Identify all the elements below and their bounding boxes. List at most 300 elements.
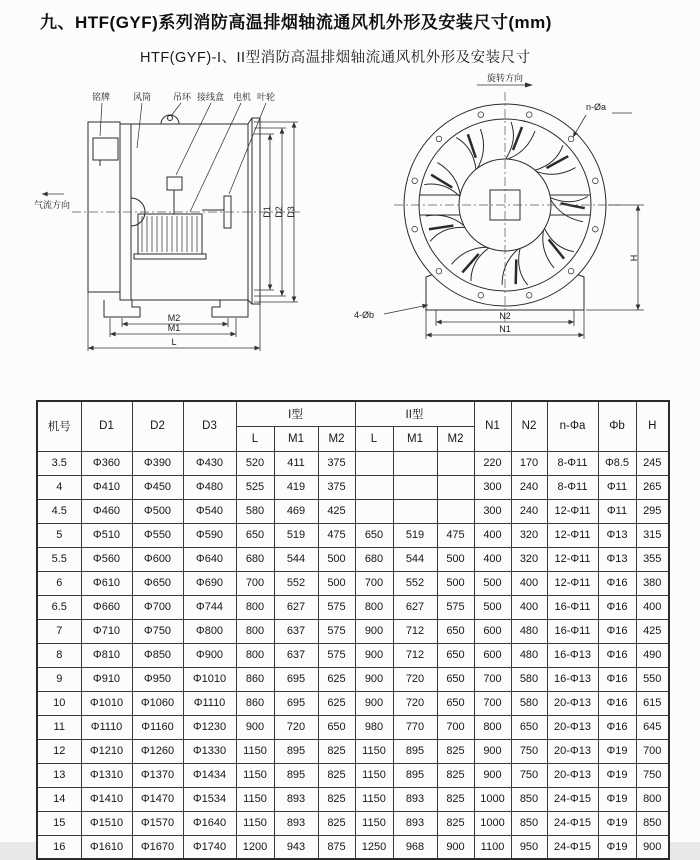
table-cell: 893: [393, 787, 437, 811]
table-cell: Φ16: [598, 643, 636, 667]
table-cell: 650: [437, 667, 474, 691]
table-cell: Φ1510: [81, 811, 132, 835]
table-cell: 1150: [355, 739, 393, 763]
table-cell: [437, 451, 474, 475]
table-cell: Φ1434: [183, 763, 236, 787]
airflow-label: 气流方向: [34, 200, 71, 210]
table-cell: 770: [393, 715, 437, 739]
table-cell: 700: [636, 739, 669, 763]
table-cell: 400: [511, 571, 547, 595]
table-cell: Φ19: [598, 835, 636, 859]
table-cell: Φ360: [81, 451, 132, 475]
table-cell: Φ910: [81, 667, 132, 691]
table-cell: 1150: [236, 811, 274, 835]
table-cell: Φ1330: [183, 739, 236, 763]
table-cell: 240: [511, 475, 547, 499]
side-view-geometry: [88, 115, 260, 317]
table-cell: 575: [318, 595, 355, 619]
table-cell: Φ1570: [132, 811, 183, 835]
table-cell: Φ19: [598, 811, 636, 835]
col-header-type2-m1: M1: [393, 426, 437, 451]
table-cell: 8-Φ11: [547, 451, 598, 475]
part-label-junction-box: 接线盒: [197, 92, 225, 102]
table-cell: 825: [437, 787, 474, 811]
table-cell: Φ19: [598, 739, 636, 763]
table-cell: 12-Φ11: [547, 523, 598, 547]
table-cell: [437, 499, 474, 523]
table-cell: 6.5: [37, 595, 81, 619]
table-cell: 245: [636, 451, 669, 475]
table-cell: 800: [236, 595, 274, 619]
table-cell: 895: [393, 739, 437, 763]
table-cell: Φ11: [598, 499, 636, 523]
table-cell: Φ500: [132, 499, 183, 523]
col-header-d2: D2: [132, 401, 183, 451]
table-cell: 552: [393, 571, 437, 595]
table-cell: 20-Φ13: [547, 715, 598, 739]
figure-caption: HTF(GYF)-I、II型消防高温排烟轴流通风机外形及安装尺寸: [140, 50, 531, 66]
table-cell: [437, 475, 474, 499]
col-header-n2: N2: [511, 401, 547, 451]
airflow-direction: [34, 194, 70, 210]
table-cell: Φ690: [183, 571, 236, 595]
table-row: [37, 739, 669, 763]
dim-label-n2: N2: [499, 311, 511, 321]
dim-label-l: L: [171, 337, 177, 347]
table-cell: 800: [474, 715, 511, 739]
table-cell: 1100: [474, 835, 511, 859]
table-cell: 265: [636, 475, 669, 499]
table-cell: Φ560: [81, 547, 132, 571]
table-cell: Φ13: [598, 547, 636, 571]
table-cell: 16-Φ13: [547, 667, 598, 691]
table-cell: Φ1110: [81, 715, 132, 739]
table-cell: 695: [274, 691, 318, 715]
table-cell: 625: [318, 667, 355, 691]
table-cell: 950: [511, 835, 547, 859]
table-cell: Φ1740: [183, 835, 236, 859]
table-cell: Φ550: [132, 523, 183, 547]
table-cell: [355, 475, 393, 499]
table-cell: 893: [393, 811, 437, 835]
table-cell: 637: [274, 619, 318, 643]
table-cell: 425: [636, 619, 669, 643]
part-label-impeller: 叶轮: [257, 92, 276, 102]
table-cell: 5: [37, 523, 81, 547]
table-cell: 320: [511, 547, 547, 571]
table-cell: Φ410: [81, 475, 132, 499]
table-cell: Φ800: [183, 619, 236, 643]
table-cell: Φ16: [598, 595, 636, 619]
table-cell: 700: [236, 571, 274, 595]
table-cell: 800: [636, 787, 669, 811]
spec-table-body: [37, 451, 669, 859]
table-cell: 900: [474, 739, 511, 763]
table-cell: Φ1230: [183, 715, 236, 739]
table-row: [37, 547, 669, 571]
table-cell: 627: [393, 595, 437, 619]
table-cell: 519: [274, 523, 318, 547]
table-cell: 4: [37, 475, 81, 499]
table-cell: Φ1010: [81, 691, 132, 715]
technical-drawing: [0, 70, 700, 400]
table-cell: Φ430: [183, 451, 236, 475]
table-cell: 1150: [355, 763, 393, 787]
fan-side-view-drawing: [30, 78, 342, 370]
table-cell: 375: [318, 475, 355, 499]
table-cell: 700: [437, 715, 474, 739]
table-cell: 7: [37, 619, 81, 643]
table-cell: 240: [511, 499, 547, 523]
dim-label-h: H: [629, 254, 639, 262]
table-cell: 650: [437, 619, 474, 643]
table-cell: 170: [511, 451, 547, 475]
table-cell: 900: [355, 667, 393, 691]
table-row: [37, 691, 669, 715]
col-header-type2-l: L: [355, 426, 393, 451]
table-cell: 645: [636, 715, 669, 739]
table-cell: 520: [236, 451, 274, 475]
table-cell: Φ1260: [132, 739, 183, 763]
table-cell: Φ900: [183, 643, 236, 667]
table-cell: Φ750: [132, 619, 183, 643]
table-cell: 315: [636, 523, 669, 547]
table-cell: [393, 451, 437, 475]
dim-label-d1: D1: [262, 206, 272, 218]
table-cell: 24-Φ15: [547, 811, 598, 835]
table-cell: 750: [511, 763, 547, 787]
table-cell: 380: [636, 571, 669, 595]
table-cell: Φ1060: [132, 691, 183, 715]
table-cell: 500: [437, 571, 474, 595]
dim-label-d3: D3: [286, 206, 296, 218]
table-cell: 24-Φ15: [547, 835, 598, 859]
table-cell: 490: [636, 643, 669, 667]
table-cell: Φ460: [81, 499, 132, 523]
col-header-type1-m2: M2: [318, 426, 355, 451]
table-cell: 1150: [236, 787, 274, 811]
table-cell: 580: [511, 691, 547, 715]
leader-lines: [100, 103, 266, 212]
table-cell: 825: [437, 811, 474, 835]
dim-label-d2: D2: [274, 206, 284, 218]
table-cell: 800: [355, 595, 393, 619]
table-cell: [355, 451, 393, 475]
table-row: [37, 835, 669, 859]
table-cell: Φ610: [81, 571, 132, 595]
table-cell: 16-Φ13: [547, 643, 598, 667]
table-cell: 1150: [236, 763, 274, 787]
table-cell: Φ640: [183, 547, 236, 571]
table-cell: 825: [318, 763, 355, 787]
table-cell: Φ1010: [183, 667, 236, 691]
table-cell: 1200: [236, 835, 274, 859]
table-cell: 11: [37, 715, 81, 739]
table-cell: Φ13: [598, 523, 636, 547]
table-cell: 712: [393, 619, 437, 643]
table-cell: Φ1410: [81, 787, 132, 811]
table-cell: 5.5: [37, 547, 81, 571]
table-cell: 700: [474, 691, 511, 715]
table-cell: 12: [37, 739, 81, 763]
table-cell: 650: [437, 643, 474, 667]
table-header: [37, 401, 669, 451]
table-cell: Φ480: [183, 475, 236, 499]
table-cell: 650: [437, 691, 474, 715]
table-cell: 12-Φ11: [547, 499, 598, 523]
table-cell: 680: [355, 547, 393, 571]
table-cell: 825: [318, 739, 355, 763]
table-cell: Φ540: [183, 499, 236, 523]
table-cell: 850: [636, 811, 669, 835]
table-cell: 700: [355, 571, 393, 595]
rotation-direction: [477, 72, 533, 88]
table-cell: 900: [355, 619, 393, 643]
table-cell: 825: [318, 811, 355, 835]
table-cell: 575: [318, 643, 355, 667]
table-cell: 8: [37, 643, 81, 667]
table-cell: 980: [355, 715, 393, 739]
table-cell: Φ650: [132, 571, 183, 595]
table-cell: 1000: [474, 811, 511, 835]
table-cell: 580: [511, 667, 547, 691]
table-row: [37, 763, 669, 787]
table-cell: Φ744: [183, 595, 236, 619]
table-cell: 300: [474, 499, 511, 523]
table-row: [37, 667, 669, 691]
table-cell: 20-Φ13: [547, 739, 598, 763]
col-header-type2: II型: [355, 401, 474, 426]
table-cell: Φ19: [598, 763, 636, 787]
table-cell: 3.5: [37, 451, 81, 475]
table-cell: 625: [318, 691, 355, 715]
table-cell: Φ510: [81, 523, 132, 547]
table-cell: 320: [511, 523, 547, 547]
table-cell: 575: [318, 619, 355, 643]
table-cell: Φ16: [598, 691, 636, 715]
table-cell: Φ16: [598, 571, 636, 595]
table-cell: 4.5: [37, 499, 81, 523]
table-row: [37, 619, 669, 643]
rotation-label: 旋转方向: [486, 73, 524, 83]
table-row: [37, 475, 669, 499]
table-cell: 575: [437, 595, 474, 619]
table-cell: 650: [318, 715, 355, 739]
table-cell: 475: [437, 523, 474, 547]
table-cell: Φ1640: [183, 811, 236, 835]
table-cell: 6: [37, 571, 81, 595]
base-holes-label: 4-Øb: [354, 310, 375, 320]
table-cell: 627: [274, 595, 318, 619]
table-cell: 425: [318, 499, 355, 523]
table-row: [37, 811, 669, 835]
dim-label-m2: M2: [167, 313, 181, 323]
table-cell: Φ16: [598, 715, 636, 739]
table-cell: 900: [636, 835, 669, 859]
table-cell: 13: [37, 763, 81, 787]
table-cell: Φ450: [132, 475, 183, 499]
table-cell: 720: [274, 715, 318, 739]
table-row: [37, 595, 669, 619]
table-row: [37, 643, 669, 667]
table-cell: 500: [318, 571, 355, 595]
fan-front-view-drawing: [350, 70, 695, 370]
table-cell: Φ710: [81, 619, 132, 643]
table-cell: 895: [274, 763, 318, 787]
table-cell: Φ11: [598, 475, 636, 499]
table-cell: 700: [474, 667, 511, 691]
part-label-lifting-ring: 吊环: [173, 92, 192, 102]
table-cell: 900: [474, 763, 511, 787]
table-cell: 295: [636, 499, 669, 523]
table-cell: 14: [37, 787, 81, 811]
table-cell: 12-Φ11: [547, 571, 598, 595]
table-cell: Φ660: [81, 595, 132, 619]
table-cell: 525: [236, 475, 274, 499]
bolt-holes-callout: [573, 102, 632, 137]
base-holes-callout: [354, 305, 428, 320]
col-header-type1-l: L: [236, 426, 274, 451]
table-cell: Φ590: [183, 523, 236, 547]
table-cell: 650: [511, 715, 547, 739]
table-cell: 825: [437, 739, 474, 763]
table-cell: 895: [393, 763, 437, 787]
part-label-nameplate: 铭牌: [92, 92, 111, 102]
table-cell: 800: [236, 643, 274, 667]
table-cell: 695: [274, 667, 318, 691]
table-cell: 475: [318, 523, 355, 547]
table-cell: 1150: [355, 787, 393, 811]
table-cell: 544: [393, 547, 437, 571]
table-cell: Φ1160: [132, 715, 183, 739]
table-cell: Φ1210: [81, 739, 132, 763]
table-cell: 615: [636, 691, 669, 715]
table-cell: 16: [37, 835, 81, 859]
table-cell: Φ1370: [132, 763, 183, 787]
table-cell: 400: [511, 595, 547, 619]
dim-label-m1: M1: [167, 323, 181, 333]
table-cell: 8-Φ11: [547, 475, 598, 499]
table-cell: 355: [636, 547, 669, 571]
col-header-d3: D3: [183, 401, 236, 451]
table-cell: 16-Φ11: [547, 619, 598, 643]
table-row: [37, 451, 669, 475]
table-cell: 600: [474, 619, 511, 643]
table-cell: Φ1110: [183, 691, 236, 715]
table-cell: 1150: [236, 739, 274, 763]
table-cell: Φ1310: [81, 763, 132, 787]
table-cell: Φ1610: [81, 835, 132, 859]
table-row: [37, 523, 669, 547]
table-cell: 10: [37, 691, 81, 715]
table-cell: 400: [474, 547, 511, 571]
table-cell: 419: [274, 475, 318, 499]
table-cell: 519: [393, 523, 437, 547]
table-row: [37, 571, 669, 595]
table-cell: 550: [636, 667, 669, 691]
table-cell: Φ16: [598, 619, 636, 643]
table-cell: 544: [274, 547, 318, 571]
table-cell: 968: [393, 835, 437, 859]
table-cell: Φ8.5: [598, 451, 636, 475]
table-cell: 750: [511, 739, 547, 763]
table-cell: 15: [37, 811, 81, 835]
table-cell: 900: [236, 715, 274, 739]
col-header-d1: D1: [81, 401, 132, 451]
table-cell: 850: [511, 811, 547, 835]
table-cell: Φ390: [132, 451, 183, 475]
table-cell: 500: [474, 595, 511, 619]
col-header-machine-no: 机号: [37, 401, 81, 451]
table-cell: 850: [511, 787, 547, 811]
table-cell: 860: [236, 667, 274, 691]
col-header-n-phi-a: n-Φa: [547, 401, 598, 451]
table-cell: 9: [37, 667, 81, 691]
table-cell: 900: [355, 643, 393, 667]
table-cell: 750: [636, 763, 669, 787]
table-cell: 500: [318, 547, 355, 571]
table-row: [37, 499, 669, 523]
table-cell: 469: [274, 499, 318, 523]
table-row: [37, 787, 669, 811]
table-cell: 650: [236, 523, 274, 547]
table-cell: 600: [474, 643, 511, 667]
bolt-holes-label: n-Øa: [585, 102, 607, 112]
table-cell: [393, 499, 437, 523]
table-cell: 637: [274, 643, 318, 667]
col-header-type1: I型: [236, 401, 355, 426]
table-cell: 1000: [474, 787, 511, 811]
table-cell: 20-Φ13: [547, 763, 598, 787]
table-cell: 500: [437, 547, 474, 571]
table-cell: 900: [437, 835, 474, 859]
table-cell: 480: [511, 619, 547, 643]
dimension-table: [36, 400, 670, 860]
table-cell: 893: [274, 811, 318, 835]
table-cell: Φ16: [598, 667, 636, 691]
table-cell: 943: [274, 835, 318, 859]
table-cell: 411: [274, 451, 318, 475]
page-title: 九、HTF(GYF)系列消防高温排烟轴流通风机外形及安装尺寸(mm): [40, 13, 552, 32]
table-cell: 680: [236, 547, 274, 571]
table-cell: Φ700: [132, 595, 183, 619]
table-cell: 893: [274, 787, 318, 811]
table-cell: Φ1470: [132, 787, 183, 811]
table-cell: 720: [393, 691, 437, 715]
col-header-h: H: [636, 401, 669, 451]
table-cell: Φ1534: [183, 787, 236, 811]
table-cell: 580: [236, 499, 274, 523]
table-cell: 20-Φ13: [547, 691, 598, 715]
dim-label-n1: N1: [499, 324, 511, 334]
part-label-motor: 电机: [233, 92, 252, 102]
table-cell: 12-Φ11: [547, 547, 598, 571]
table-cell: Φ600: [132, 547, 183, 571]
table-cell: 375: [318, 451, 355, 475]
table-cell: 1150: [355, 811, 393, 835]
col-header-n1: N1: [474, 401, 511, 451]
col-header-type2-m2: M2: [437, 426, 474, 451]
table-cell: 650: [355, 523, 393, 547]
table-cell: 825: [318, 787, 355, 811]
table-cell: 895: [274, 739, 318, 763]
table-cell: 480: [511, 643, 547, 667]
table-cell: 825: [437, 763, 474, 787]
table-cell: Φ810: [81, 643, 132, 667]
table-cell: 300: [474, 475, 511, 499]
table-cell: 16-Φ11: [547, 595, 598, 619]
table-cell: 400: [636, 595, 669, 619]
